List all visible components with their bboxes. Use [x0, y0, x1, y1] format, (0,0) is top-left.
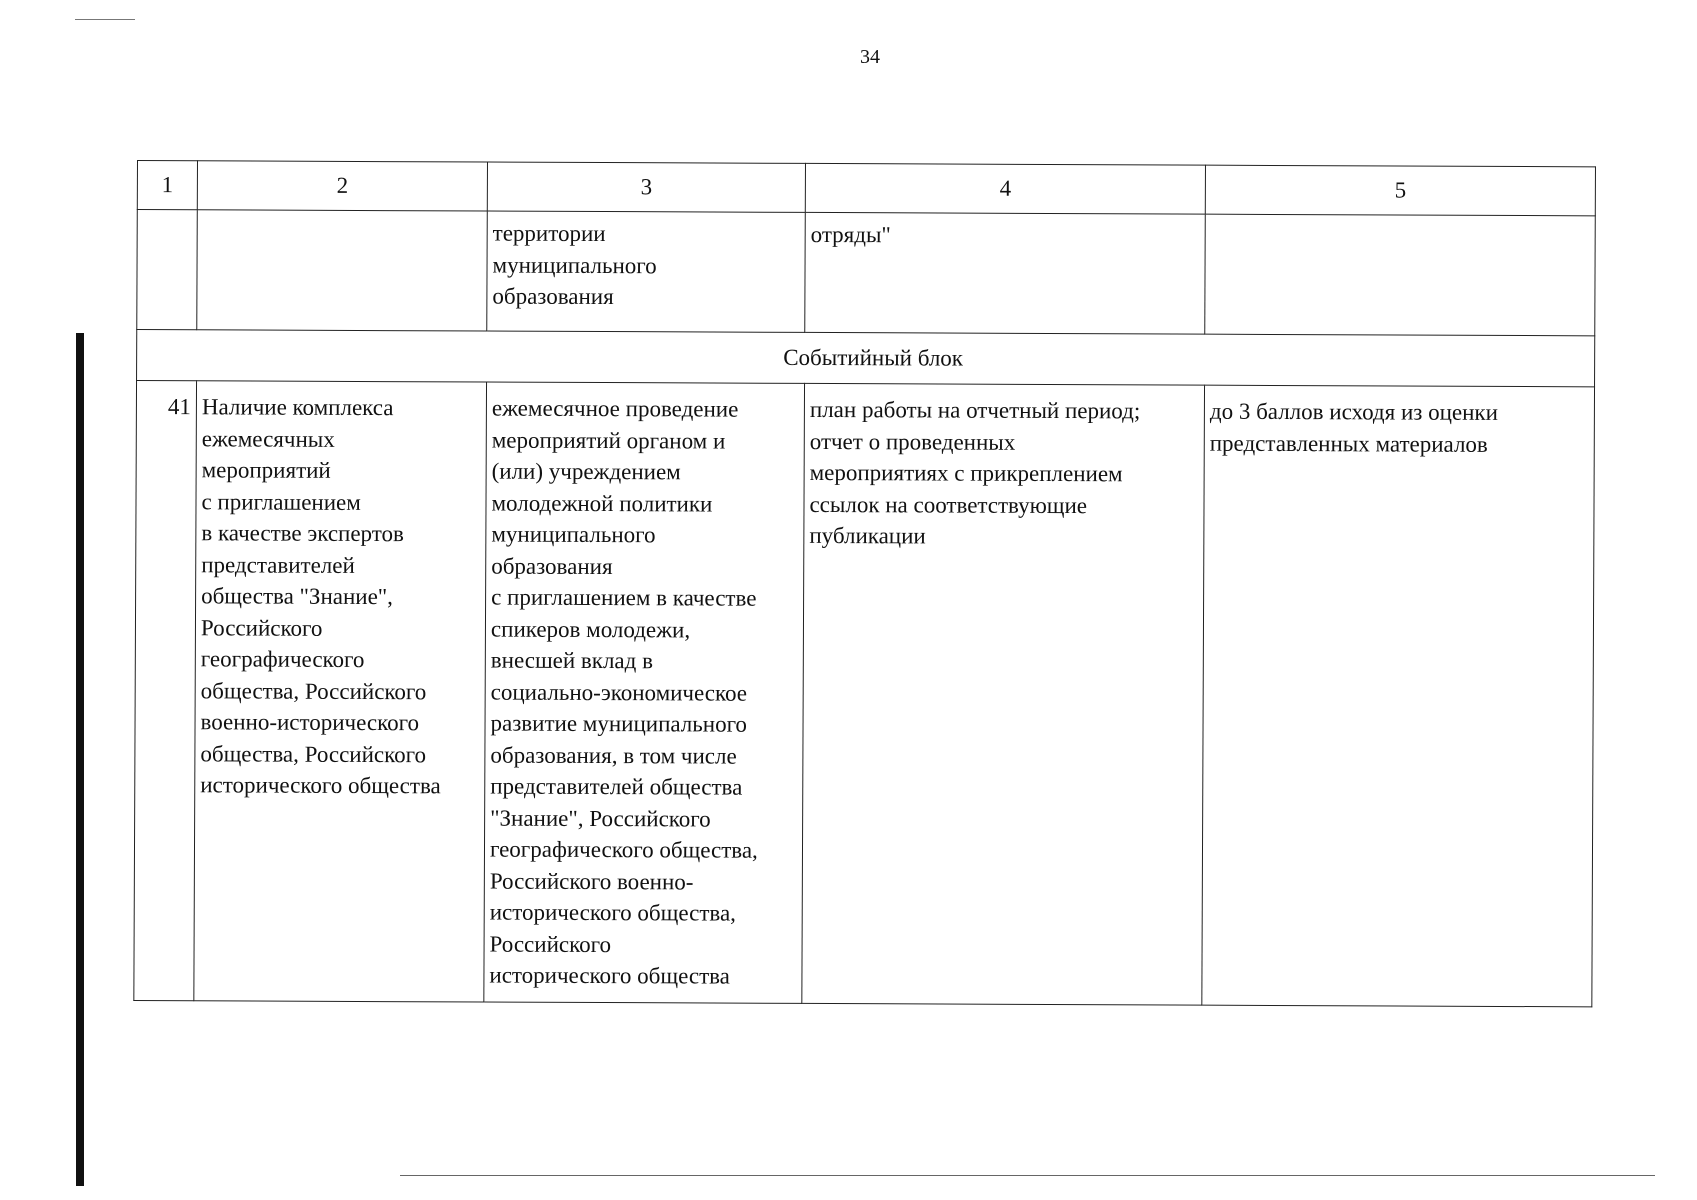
table-header-row	[137, 161, 1595, 216]
criteria-table	[133, 160, 1596, 1007]
continuation-number-cell	[137, 210, 198, 330]
continuation-method-cell: территории муниципального образования	[487, 211, 806, 332]
bottom-margin-rule	[400, 1175, 1655, 1176]
table-row-41	[134, 381, 1595, 1007]
top-margin-rule	[75, 19, 135, 20]
continuation-score-cell	[1205, 214, 1596, 336]
header-cell-3: 3	[487, 162, 805, 212]
page-number: 34	[860, 46, 880, 68]
header-cell-4: 4	[805, 163, 1205, 214]
header-cell-2: 2	[197, 161, 487, 211]
row-number-cell: 41	[134, 381, 197, 1001]
continuation-evidence-cell: отряды"	[805, 212, 1206, 334]
method-cell: ежемесячное проведение мероприятий органом и (или) учреждением молодежной политики муниципального образования с приглашением в качестве спикеров молодежи, внесшей вклад в социально-экономическое развитие муниципального образования, в том числе представителей общества "Знание", Российского географического общества, Российского военно- исторического общества, Российского исторического общества	[484, 382, 805, 1003]
section-row	[137, 330, 1595, 387]
header-cell-5: 5	[1205, 165, 1595, 216]
score-cell: до 3 баллов исходя из оценки представленных материалов	[1202, 385, 1595, 1007]
table-row-continuation	[137, 210, 1596, 336]
section-title: Событийный блок	[137, 330, 1595, 387]
evidence-cell: план работы на отчетный период; отчет о проведенных мероприятиях с прикреплением ссылок на соответствующие публикации	[802, 383, 1205, 1005]
continuation-indicator-cell	[197, 210, 488, 331]
scan-binding-edge	[76, 333, 84, 1186]
header-cell-1: 1	[137, 161, 197, 210]
indicator-cell: Наличие комплекса ежемесячных мероприятий с приглашением в качестве экспертов представителей общества "Знание", Российского географического общества, Российского военно-исторического общества, Российского исторического общества	[194, 381, 487, 1002]
